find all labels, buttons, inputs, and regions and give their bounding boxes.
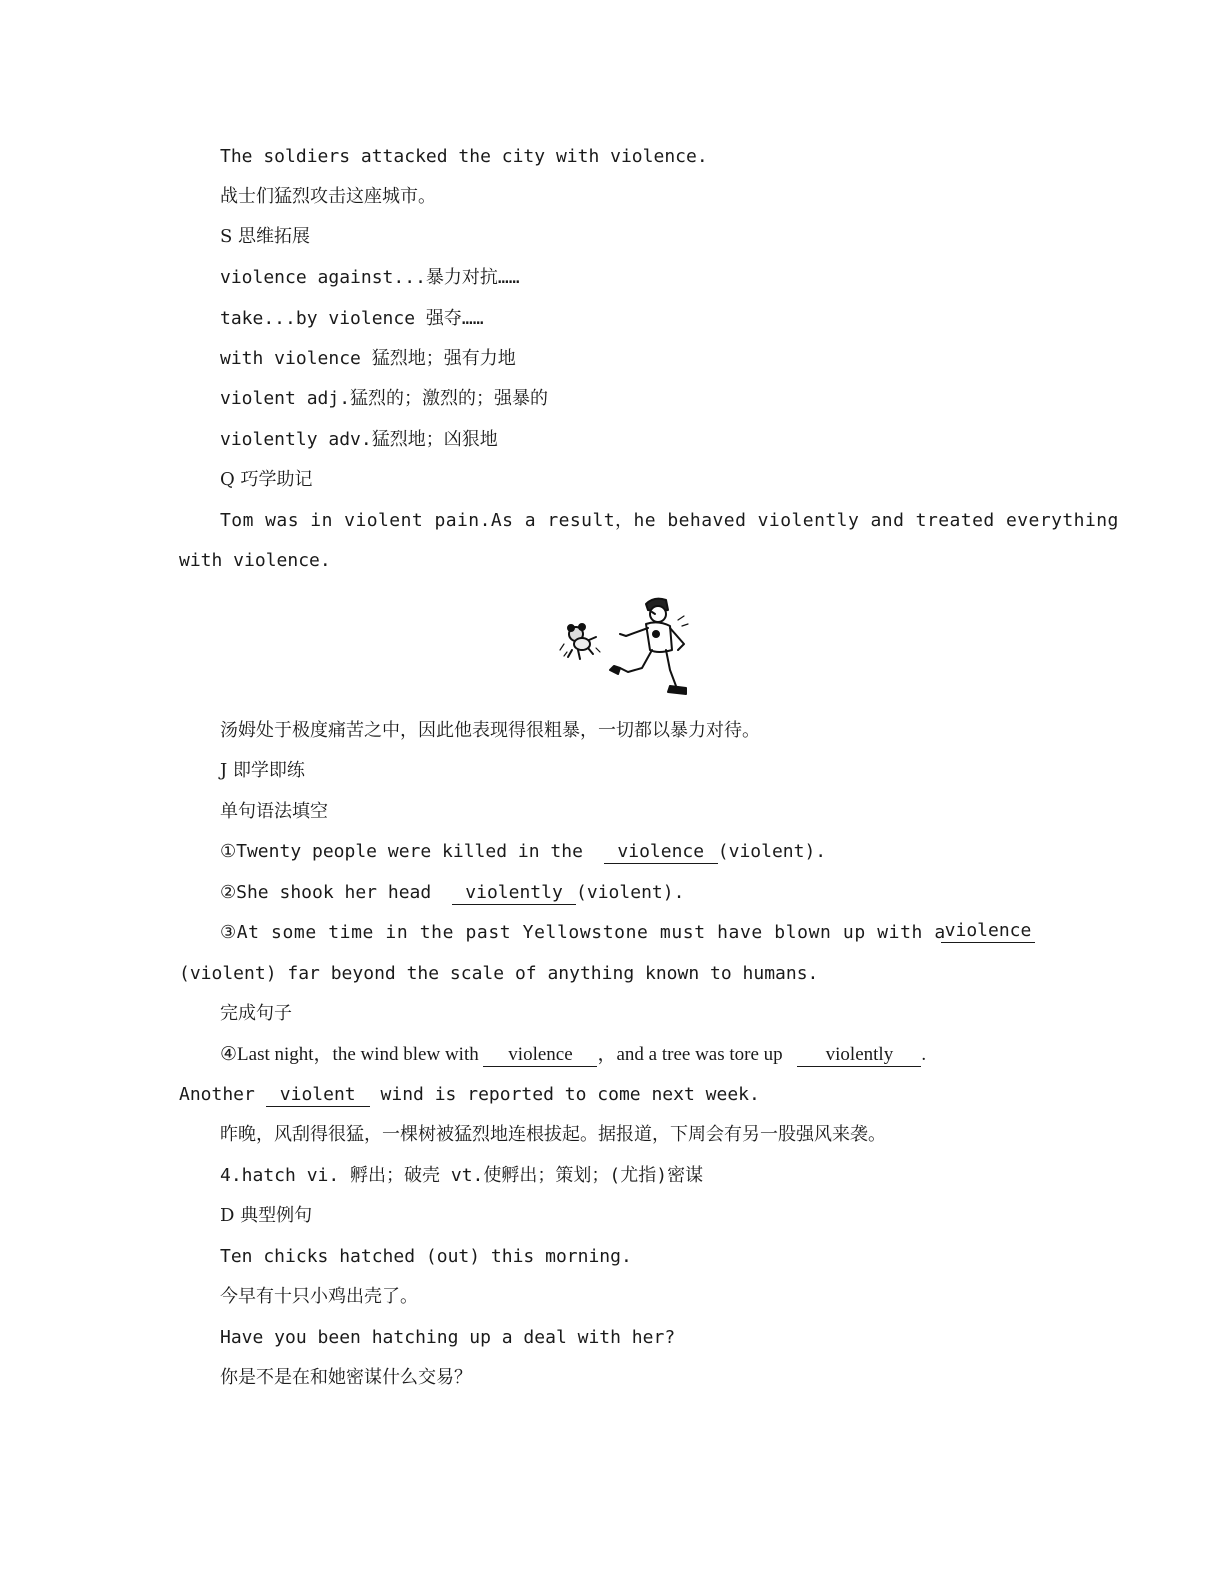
example-sentence-en: Have you been hatching up a deal with her? <box>220 1327 676 1348</box>
exercise-item-1 <box>220 839 826 865</box>
section-heading-examples: D 典型例句 <box>220 1205 313 1226</box>
exercise-text: wind is reported to come next week. <box>369 1084 760 1105</box>
memory-text: Tom was in violent pain.As a result，he behaved violently and treated everything <box>220 510 1119 531</box>
answer-blank: violence <box>483 1044 597 1067</box>
exercise-text: . <box>921 1044 927 1065</box>
phrase-item: violent adj.猛烈的；激烈的；强暴的 <box>220 388 549 409</box>
example-sentence-zh: 战士们猛烈攻击这座城市。 <box>220 186 436 207</box>
memory-paragraph-line-1 <box>220 508 1119 534</box>
section-heading-memory: Q 巧学助记 <box>220 469 313 490</box>
memory-translation: 汤姆处于极度痛苦之中，因此他表现得很粗暴，一切都以暴力对待。 <box>220 720 760 741</box>
example-sentence-en: The soldiers attacked the city with violence. <box>220 146 708 167</box>
exercise-item-2 <box>220 880 684 906</box>
exercise-text: (violent). <box>576 882 685 903</box>
answer-blank: violence <box>941 920 1035 943</box>
exercise-text: ④Last night，the wind blew with <box>220 1044 484 1065</box>
vocab-entry-hatch: 4.hatch vi. 孵出；破壳 vt.使孵出；策划；(尤指)密谋 <box>220 1165 704 1186</box>
example-sentence-zh: 今早有十只小鸡出壳了。 <box>220 1286 418 1307</box>
exercise-text: ，and a tree was tore up <box>597 1044 788 1065</box>
exercise-text: Another <box>179 1084 266 1105</box>
memory-paragraph-line-2: with violence. <box>179 550 331 571</box>
exercise-heading-complete-sentence: 完成句子 <box>220 1003 292 1024</box>
answer-blank: violent <box>266 1084 370 1107</box>
phrase-item: violence against...暴力对抗…… <box>220 267 520 288</box>
example-sentence-en: Ten chicks hatched (out) this morning. <box>220 1246 632 1267</box>
exercise-item-3 <box>220 920 1035 946</box>
section-heading-practice: J 即学即练 <box>220 760 305 781</box>
exercise-text: (violent). <box>717 841 827 862</box>
answer-blank: violence <box>604 841 718 864</box>
exercise-translation: 昨晚，风刮得很猛，一棵树被猛烈地连根拔起。据报道，下周会有另一股强风来袭。 <box>220 1124 886 1145</box>
exercise-text: ③At some time in the past Yellowstone must have blown up with a <box>220 922 946 943</box>
answer-blank: violently <box>797 1044 921 1067</box>
exercise-text: ①Twenty people were killed in the <box>220 841 594 862</box>
exercise-item-3-continued: (violent) far beyond the scale of anything known to humans. <box>179 963 819 984</box>
exercise-text: ②She shook her head <box>220 882 443 903</box>
example-sentence-zh: 你是不是在和她密谋什么交易？ <box>220 1367 472 1388</box>
exercise-heading-grammar-fill: 单句语法填空 <box>220 801 328 822</box>
answer-blank: violently <box>452 882 576 905</box>
exercise-item-4 <box>220 1042 926 1068</box>
cartoon-man-kicking-dog-icon <box>558 590 694 698</box>
exercise-item-4-continued <box>179 1082 760 1108</box>
section-heading-extension: S 思维拓展 <box>220 226 311 247</box>
phrase-item: take...by violence 强夺…… <box>220 308 484 329</box>
phrase-item: violently adv.猛烈地；凶狠地 <box>220 429 498 450</box>
phrase-item: with violence 猛烈地；强有力地 <box>220 348 516 369</box>
